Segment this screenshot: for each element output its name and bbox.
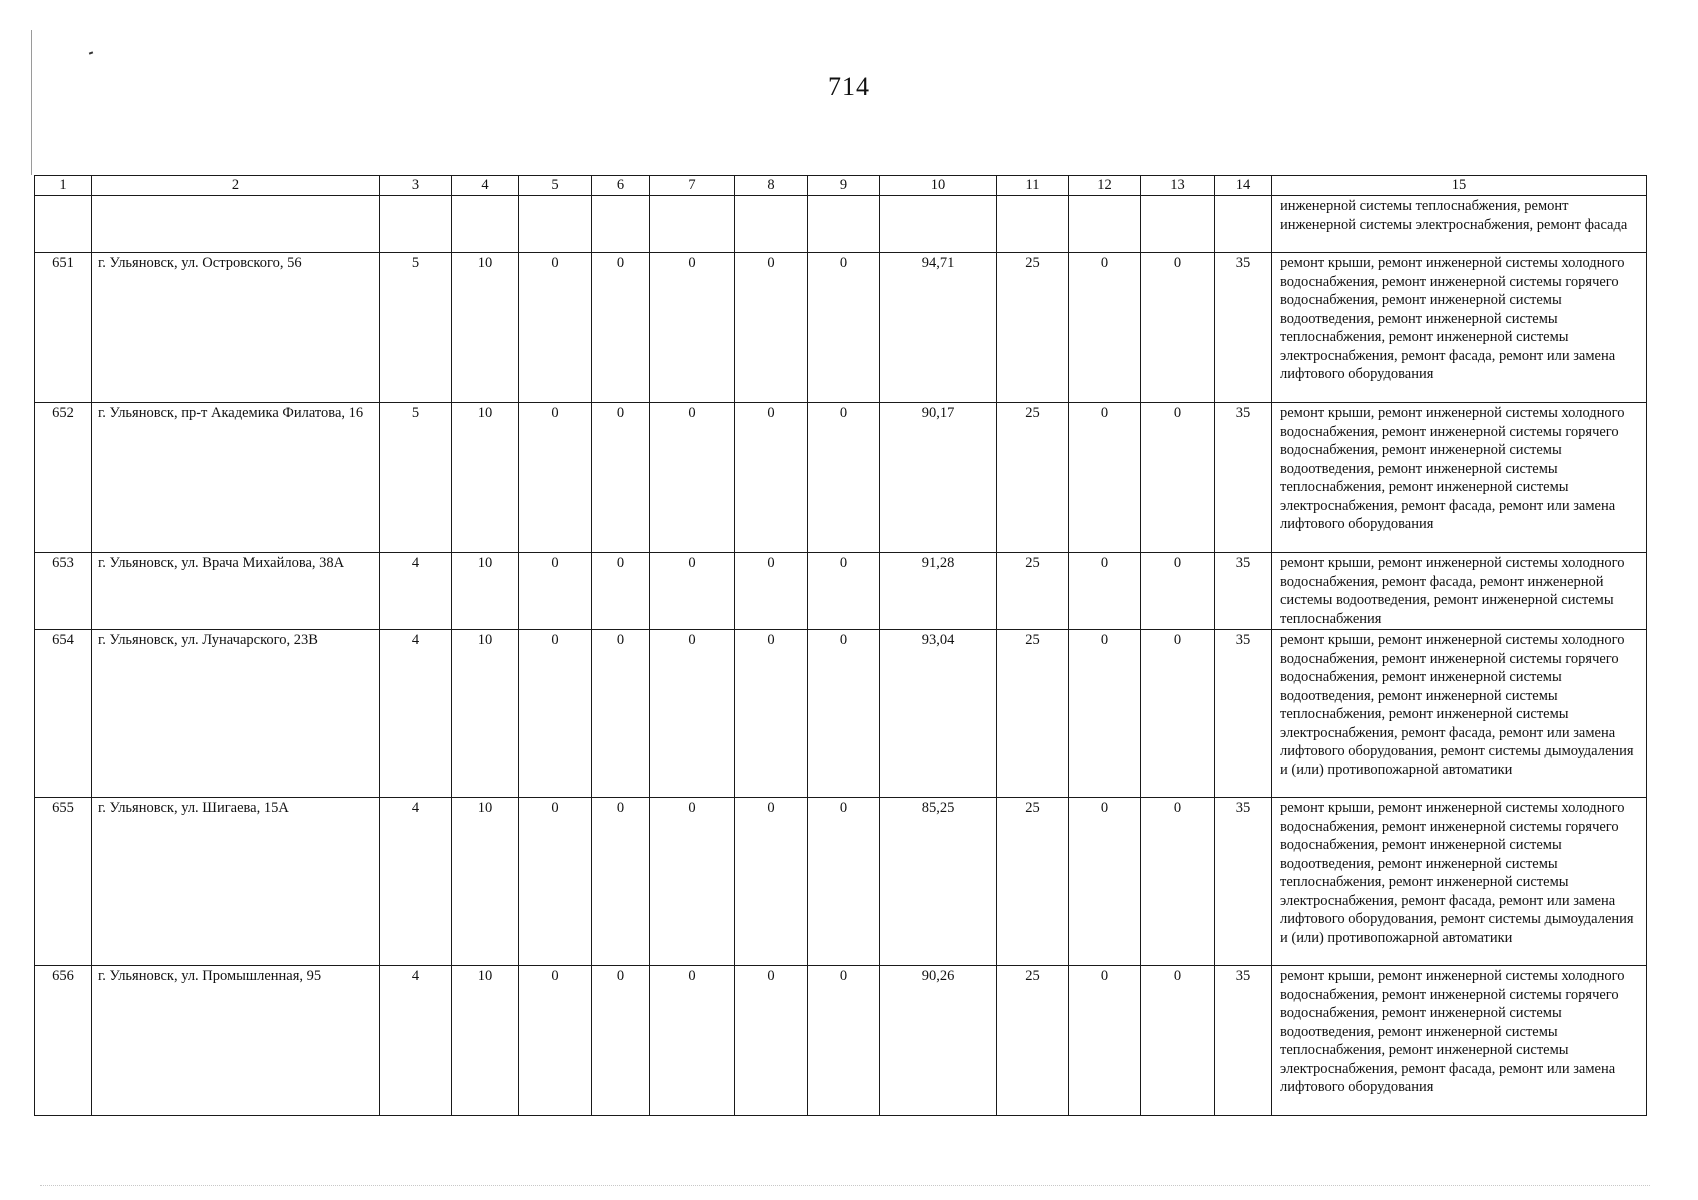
value-cell-7 bbox=[650, 196, 735, 253]
value-cell-8: 0 bbox=[735, 253, 808, 403]
value-cell-7: 0 bbox=[650, 630, 735, 798]
value-cell-14: 35 bbox=[1215, 966, 1272, 1116]
value-cell-6: 0 bbox=[592, 253, 650, 403]
column-header-4: 4 bbox=[452, 176, 519, 196]
value-cell-9: 0 bbox=[808, 553, 880, 630]
value-cell-3: 5 bbox=[380, 253, 452, 403]
value-cell-14: 35 bbox=[1215, 403, 1272, 553]
works-description-cell: ремонт крыши, ремонт инженерной системы холодного водоснабжения, ремонт инженерной системы горячего водоснабжения, ремонт инженерной системы водоотведения, ремонт инженерной системы теплоснабжения, ремонт инженерной системы электроснабжения, ремонт фасада, ремонт или замена лифтового оборудования bbox=[1272, 966, 1647, 1116]
column-header-10: 10 bbox=[880, 176, 997, 196]
scan-noise-line bbox=[40, 1185, 1650, 1187]
value-cell-3: 4 bbox=[380, 553, 452, 630]
value-cell-5: 0 bbox=[519, 966, 592, 1116]
address-cell: г. Ульяновск, ул. Луначарского, 23В bbox=[92, 630, 380, 798]
value-cell-7: 0 bbox=[650, 798, 735, 966]
value-cell-10 bbox=[880, 196, 997, 253]
value-cell-7: 0 bbox=[650, 553, 735, 630]
value-cell-11: 25 bbox=[997, 253, 1069, 403]
value-cell-5 bbox=[519, 196, 592, 253]
value-cell-12: 0 bbox=[1069, 630, 1141, 798]
value-cell-3: 5 bbox=[380, 403, 452, 553]
value-cell-10: 91,28 bbox=[880, 553, 997, 630]
value-cell-8: 0 bbox=[735, 630, 808, 798]
value-cell-13: 0 bbox=[1141, 553, 1215, 630]
value-cell-6 bbox=[592, 196, 650, 253]
value-cell-11: 25 bbox=[997, 403, 1069, 553]
value-cell-6: 0 bbox=[592, 403, 650, 553]
value-cell-4: 10 bbox=[452, 966, 519, 1116]
row-number: 654 bbox=[35, 630, 92, 798]
column-header-12: 12 bbox=[1069, 176, 1141, 196]
value-cell-5: 0 bbox=[519, 630, 592, 798]
address-cell: г. Ульяновск, ул. Врача Михайлова, 38А bbox=[92, 553, 380, 630]
address-cell: г. Ульяновск, пр-т Академика Филатова, 16 bbox=[92, 403, 380, 553]
repair-schedule-table bbox=[34, 175, 1647, 1116]
works-description-cell: ремонт крыши, ремонт инженерной системы холодного водоснабжения, ремонт инженерной системы горячего водоснабжения, ремонт инженерной системы водоотведения, ремонт инженерной системы теплоснабжения, ремонт инженерной системы электроснабжения, ремонт фасада, ремонт или замена лифтового оборудования, ремонт системы дымоудаления и (или) противопожарной автоматики bbox=[1272, 798, 1647, 966]
value-cell-13: 0 bbox=[1141, 403, 1215, 553]
value-cell-11: 25 bbox=[997, 798, 1069, 966]
works-description-cell: ремонт крыши, ремонт инженерной системы холодного водоснабжения, ремонт инженерной системы горячего водоснабжения, ремонт инженерной системы водоотведения, ремонт инженерной системы теплоснабжения, ремонт инженерной системы электроснабжения, ремонт фасада, ремонт или замена лифтового оборудования, ремонт системы дымоудаления и (или) противопожарной автоматики bbox=[1272, 630, 1647, 798]
address-cell: г. Ульяновск, ул. Шигаева, 15А bbox=[92, 798, 380, 966]
value-cell-9: 0 bbox=[808, 253, 880, 403]
value-cell-12: 0 bbox=[1069, 966, 1141, 1116]
value-cell-13: 0 bbox=[1141, 798, 1215, 966]
table-row bbox=[35, 253, 1647, 403]
table-row bbox=[35, 403, 1647, 553]
value-cell-14: 35 bbox=[1215, 553, 1272, 630]
column-header-1: 1 bbox=[35, 176, 92, 196]
scan-speck bbox=[89, 51, 93, 54]
value-cell-14: 35 bbox=[1215, 798, 1272, 966]
value-cell-4: 10 bbox=[452, 553, 519, 630]
row-number: 655 bbox=[35, 798, 92, 966]
value-cell-12: 0 bbox=[1069, 403, 1141, 553]
column-header-6: 6 bbox=[592, 176, 650, 196]
address-cell bbox=[92, 196, 380, 253]
value-cell-12 bbox=[1069, 196, 1141, 253]
value-cell-12: 0 bbox=[1069, 798, 1141, 966]
value-cell-6: 0 bbox=[592, 553, 650, 630]
row-number: 652 bbox=[35, 403, 92, 553]
value-cell-9: 0 bbox=[808, 966, 880, 1116]
value-cell-13: 0 bbox=[1141, 253, 1215, 403]
works-description-cell: ремонт крыши, ремонт инженерной системы холодного водоснабжения, ремонт фасада, ремонт инженерной системы водоотведения, ремонт инженерной системы теплоснабжения bbox=[1272, 553, 1647, 630]
value-cell-5: 0 bbox=[519, 798, 592, 966]
value-cell-3: 4 bbox=[380, 798, 452, 966]
table-row bbox=[35, 630, 1647, 798]
table-row bbox=[35, 553, 1647, 630]
value-cell-6: 0 bbox=[592, 798, 650, 966]
value-cell-4: 10 bbox=[452, 630, 519, 798]
column-header-14: 14 bbox=[1215, 176, 1272, 196]
value-cell-5: 0 bbox=[519, 253, 592, 403]
works-description-cell: инженерной системы теплоснабжения, ремонт инженерной системы электроснабжения, ремонт фасада bbox=[1272, 196, 1647, 253]
table-row bbox=[35, 966, 1647, 1116]
value-cell-10: 93,04 bbox=[880, 630, 997, 798]
value-cell-9 bbox=[808, 196, 880, 253]
value-cell-10: 94,71 bbox=[880, 253, 997, 403]
continuation-row bbox=[35, 196, 1647, 253]
value-cell-13 bbox=[1141, 196, 1215, 253]
value-cell-8: 0 bbox=[735, 403, 808, 553]
value-cell-14 bbox=[1215, 196, 1272, 253]
value-cell-6: 0 bbox=[592, 630, 650, 798]
value-cell-4 bbox=[452, 196, 519, 253]
column-header-9: 9 bbox=[808, 176, 880, 196]
works-description-cell: ремонт крыши, ремонт инженерной системы холодного водоснабжения, ремонт инженерной системы горячего водоснабжения, ремонт инженерной системы водоотведения, ремонт инженерной системы теплоснабжения, ремонт инженерной системы электроснабжения, ремонт фасада, ремонт или замена лифтового оборудования bbox=[1272, 253, 1647, 403]
value-cell-8: 0 bbox=[735, 553, 808, 630]
value-cell-7: 0 bbox=[650, 966, 735, 1116]
row-number: 653 bbox=[35, 553, 92, 630]
value-cell-10: 85,25 bbox=[880, 798, 997, 966]
value-cell-10: 90,17 bbox=[880, 403, 997, 553]
column-header-2: 2 bbox=[92, 176, 380, 196]
value-cell-14: 35 bbox=[1215, 630, 1272, 798]
value-cell-4: 10 bbox=[452, 798, 519, 966]
row-number: 651 bbox=[35, 253, 92, 403]
column-header-8: 8 bbox=[735, 176, 808, 196]
value-cell-11: 25 bbox=[997, 553, 1069, 630]
value-cell-3: 4 bbox=[380, 630, 452, 798]
scan-margin-line bbox=[31, 30, 32, 175]
value-cell-12: 0 bbox=[1069, 553, 1141, 630]
value-cell-7: 0 bbox=[650, 403, 735, 553]
value-cell-10: 90,26 bbox=[880, 966, 997, 1116]
address-cell: г. Ульяновск, ул. Островского, 56 bbox=[92, 253, 380, 403]
value-cell-5: 0 bbox=[519, 403, 592, 553]
page-number: 714 bbox=[828, 72, 870, 101]
value-cell-8: 0 bbox=[735, 966, 808, 1116]
value-cell-7: 0 bbox=[650, 253, 735, 403]
value-cell-11: 25 bbox=[997, 966, 1069, 1116]
column-header-7: 7 bbox=[650, 176, 735, 196]
row-number bbox=[35, 196, 92, 253]
column-header-3: 3 bbox=[380, 176, 452, 196]
value-cell-13: 0 bbox=[1141, 966, 1215, 1116]
table-row bbox=[35, 798, 1647, 966]
works-description-cell: ремонт крыши, ремонт инженерной системы холодного водоснабжения, ремонт инженерной системы горячего водоснабжения, ремонт инженерной системы водоотведения, ремонт инженерной системы теплоснабжения, ремонт инженерной системы электроснабжения, ремонт фасада, ремонт или замена лифтового оборудования bbox=[1272, 403, 1647, 553]
value-cell-6: 0 bbox=[592, 966, 650, 1116]
value-cell-4: 10 bbox=[452, 253, 519, 403]
value-cell-8: 0 bbox=[735, 798, 808, 966]
value-cell-12: 0 bbox=[1069, 253, 1141, 403]
value-cell-9: 0 bbox=[808, 403, 880, 553]
column-header-15: 15 bbox=[1272, 176, 1647, 196]
value-cell-14: 35 bbox=[1215, 253, 1272, 403]
row-number: 656 bbox=[35, 966, 92, 1116]
value-cell-13: 0 bbox=[1141, 630, 1215, 798]
column-number-row bbox=[35, 176, 1647, 196]
value-cell-5: 0 bbox=[519, 553, 592, 630]
column-header-13: 13 bbox=[1141, 176, 1215, 196]
value-cell-9: 0 bbox=[808, 798, 880, 966]
value-cell-8 bbox=[735, 196, 808, 253]
value-cell-3 bbox=[380, 196, 452, 253]
column-header-11: 11 bbox=[997, 176, 1069, 196]
value-cell-3: 4 bbox=[380, 966, 452, 1116]
value-cell-9: 0 bbox=[808, 630, 880, 798]
address-cell: г. Ульяновск, ул. Промышленная, 95 bbox=[92, 966, 380, 1116]
column-header-5: 5 bbox=[519, 176, 592, 196]
value-cell-11: 25 bbox=[997, 630, 1069, 798]
value-cell-4: 10 bbox=[452, 403, 519, 553]
value-cell-11 bbox=[997, 196, 1069, 253]
